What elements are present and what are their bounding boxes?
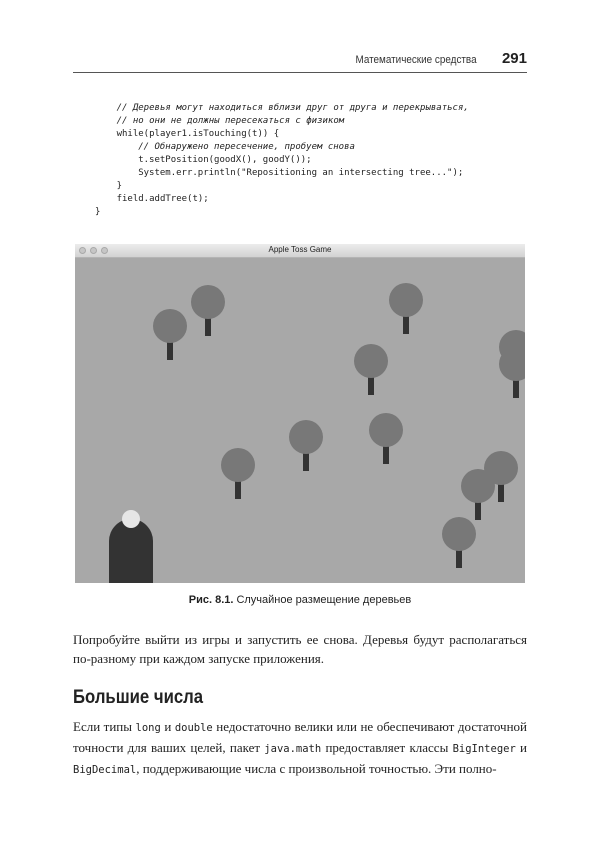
tree-crown: [289, 420, 323, 454]
tree-crown: [221, 448, 255, 482]
tree-crown: [369, 413, 403, 447]
figure-caption-label: Рис. 8.1.: [188, 594, 234, 606]
code-comment-line: // Обнаружено пересечение, пробуем снова: [138, 142, 355, 152]
figure-caption-text: Случайное размещение деревьев: [236, 594, 412, 606]
text-run: и: [160, 719, 175, 734]
figure-caption: [0, 594, 600, 606]
inline-code-biginteger: BigInteger: [452, 743, 516, 755]
player-head: [122, 510, 140, 528]
section-heading: Большие числа: [73, 687, 204, 708]
window-titlebar: [75, 244, 525, 258]
paragraph-big-numbers: [73, 717, 527, 780]
tree-crown: [442, 517, 476, 551]
player-body: [109, 519, 153, 583]
code-line: }: [95, 207, 101, 217]
game-window: [75, 244, 525, 583]
text-run: , поддерживающие числа с произвольной точностью. Эти полно-: [136, 761, 497, 776]
code-line: field.addTree(t);: [116, 194, 209, 204]
tree-crown: [354, 344, 388, 378]
paragraph-restart: Попробуйте выйти из игры и запустить ее снова. Деревья будут располагаться по-разному при каждом запуске приложения.: [73, 632, 527, 666]
code-line: System.err.println("Repositioning an intersecting tree...");: [138, 168, 464, 178]
text-run: предоставляет классы: [321, 740, 453, 755]
game-field: [75, 258, 525, 583]
running-header: [73, 50, 527, 73]
page-number: 291: [501, 50, 527, 67]
header-section-title: Математические средства: [355, 54, 477, 66]
text-run: недостаточно велики или не обеспечивают достаточной точности для ваших целей, пакет: [73, 719, 527, 755]
code-listing: [73, 102, 469, 219]
inline-code-java-math: java.math: [264, 743, 322, 755]
tree-crown: [191, 285, 225, 319]
code-comment-line: // Деревья могут находиться вблизи друг от друга и перекрываться,: [116, 103, 469, 113]
text-run: Если типы: [73, 719, 136, 734]
inline-code-bigdecimal: BigDecimal: [73, 764, 137, 776]
inline-code-double: double: [174, 722, 213, 734]
tree-crown: [389, 283, 423, 317]
code-line: }: [116, 181, 123, 191]
code-line: t.setPosition(goodX(), goodY());: [138, 155, 312, 165]
code-line: while(player1.isTouching(t)) {: [116, 129, 280, 139]
tree-crown: [153, 309, 187, 343]
text-run: и: [515, 740, 527, 755]
window-title: Apple Toss Game: [268, 245, 332, 254]
tree-crown: [461, 469, 495, 503]
code-comment-line: // но они не должны пересекаться с физиком: [116, 116, 345, 126]
inline-code-long: long: [135, 722, 161, 734]
